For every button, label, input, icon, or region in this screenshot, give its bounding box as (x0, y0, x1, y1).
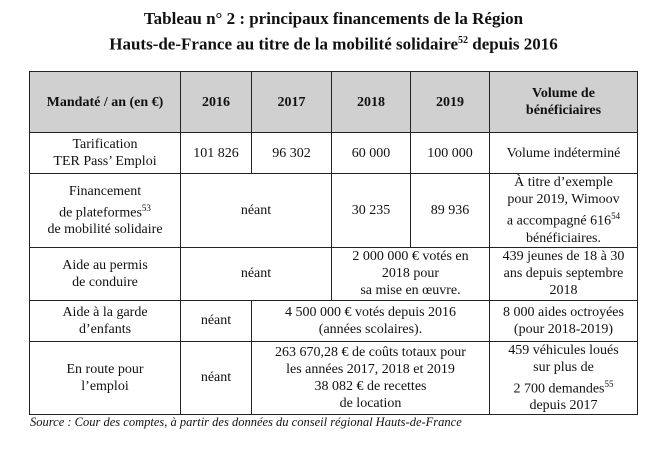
volume-line: 2018 (549, 283, 578, 299)
cell-2016-2017-merged: néant (181, 247, 332, 300)
cell-2016: 101 826 (181, 133, 252, 174)
row-label-line: Aide à la garde (62, 304, 148, 320)
table-row (30, 300, 638, 341)
votes-line: 2018 pour (381, 266, 440, 282)
footnote-ref-52: 52 (458, 35, 469, 46)
row-label (30, 300, 181, 341)
row-label-line (34, 200, 176, 222)
table-row (30, 247, 638, 300)
row-label-line: Financement (68, 183, 142, 199)
volume-text: 2 700 demandes (513, 381, 605, 397)
volume-line: ans depuis septembre (503, 266, 624, 282)
row-label-line: de mobilité solidaire (47, 222, 163, 238)
cell-2017-2019-merged (252, 300, 490, 341)
cell-2019: 100 000 (411, 133, 490, 174)
volume-line (494, 376, 633, 398)
cell-volume (490, 174, 638, 248)
cell-2016: néant (181, 341, 252, 415)
volume-line (494, 208, 633, 230)
costs-line: 263 670,28 € de coûts totaux pour (275, 344, 466, 360)
volume-line: 459 véhicules loués (508, 342, 619, 358)
volume-line: 439 jeunes de 18 à 30 (502, 249, 625, 265)
row-label-line: Tarification (72, 137, 138, 152)
cell-2017: 96 302 (252, 133, 332, 174)
header-2018: 2018 (332, 72, 411, 133)
row-label-line: de conduire (72, 274, 138, 290)
footnote-ref-55: 55 (604, 378, 614, 389)
row-label-text: de plateformes (59, 205, 142, 221)
cell-2016-2017-merged: néant (181, 174, 332, 248)
table-title (0, 8, 667, 56)
header-mandat: Mandaté / an (en €) (30, 72, 181, 133)
cell-volume (490, 247, 638, 300)
volume-line: À titre d’exemple (514, 175, 613, 190)
volume-line: 8 000 aides octroyées (503, 304, 624, 320)
votes-line: 4 500 000 € votés depuis 2016 (284, 304, 457, 320)
footnote-ref-53: 53 (141, 202, 151, 213)
title-line-1: Tableau n° 2 : principaux financements de la Région (143, 9, 524, 28)
title-line-2-text: Hauts-de-France au titre de la mobilité solidaire (109, 34, 459, 54)
volume-line: depuis 2017 (529, 398, 598, 414)
votes-line: sa mise en œuvre. (360, 283, 461, 299)
source-note: Source : Cour des comptes, à partir des données du conseil régional Hauts-de-France (30, 415, 462, 429)
row-label-line: l’emploi (81, 378, 129, 394)
row-label-line: Aide au permis (62, 257, 148, 273)
volume-line: (pour 2018-2019) (513, 321, 614, 337)
cell-volume: Volume indéterminé (490, 133, 638, 174)
costs-line: de location (339, 395, 402, 411)
row-label (30, 133, 181, 174)
cell-2016: néant (181, 300, 252, 341)
cell-2017-2019-merged (252, 341, 490, 415)
header-2019: 2019 (411, 72, 490, 133)
row-label-line: d’enfants (78, 321, 132, 337)
row-label (30, 247, 181, 300)
title-line-2 (0, 30, 667, 56)
table-row (30, 133, 638, 174)
row-label (30, 341, 181, 415)
votes-line: (années scolaires). (318, 321, 423, 337)
cell-2018: 60 000 (332, 133, 411, 174)
title-line-2-end: depuis 2016 (468, 34, 558, 54)
row-label (30, 174, 181, 248)
header-volume: Volume de bénéficiaires (490, 72, 638, 133)
table-row (30, 341, 638, 415)
cell-2019: 89 936 (411, 174, 490, 248)
volume-line: bénéficiaires. (525, 230, 601, 246)
header-row (30, 72, 638, 133)
volume-text: a accompagné 616 (506, 213, 612, 229)
header-2017: 2017 (252, 72, 332, 133)
costs-line: 38 082 € de recettes (314, 378, 427, 394)
volume-line: sur plus de (533, 359, 594, 375)
costs-line: les années 2017, 2018 et 2019 (286, 361, 455, 377)
cell-2018-2019-merged (332, 247, 490, 300)
footnote-ref-54: 54 (611, 211, 621, 221)
header-2016: 2016 (181, 72, 252, 133)
cell-2018: 30 235 (332, 174, 411, 248)
votes-line: 2 000 000 € votés en (352, 249, 469, 265)
cell-volume (490, 341, 638, 415)
financing-table (29, 71, 638, 415)
volume-line: pour 2019, Wimoov (507, 192, 620, 207)
cell-volume (490, 300, 638, 341)
row-label-line: TER Pass’ Emploi (53, 154, 157, 169)
table-row (30, 174, 638, 248)
row-label-line: En route pour (66, 361, 144, 377)
